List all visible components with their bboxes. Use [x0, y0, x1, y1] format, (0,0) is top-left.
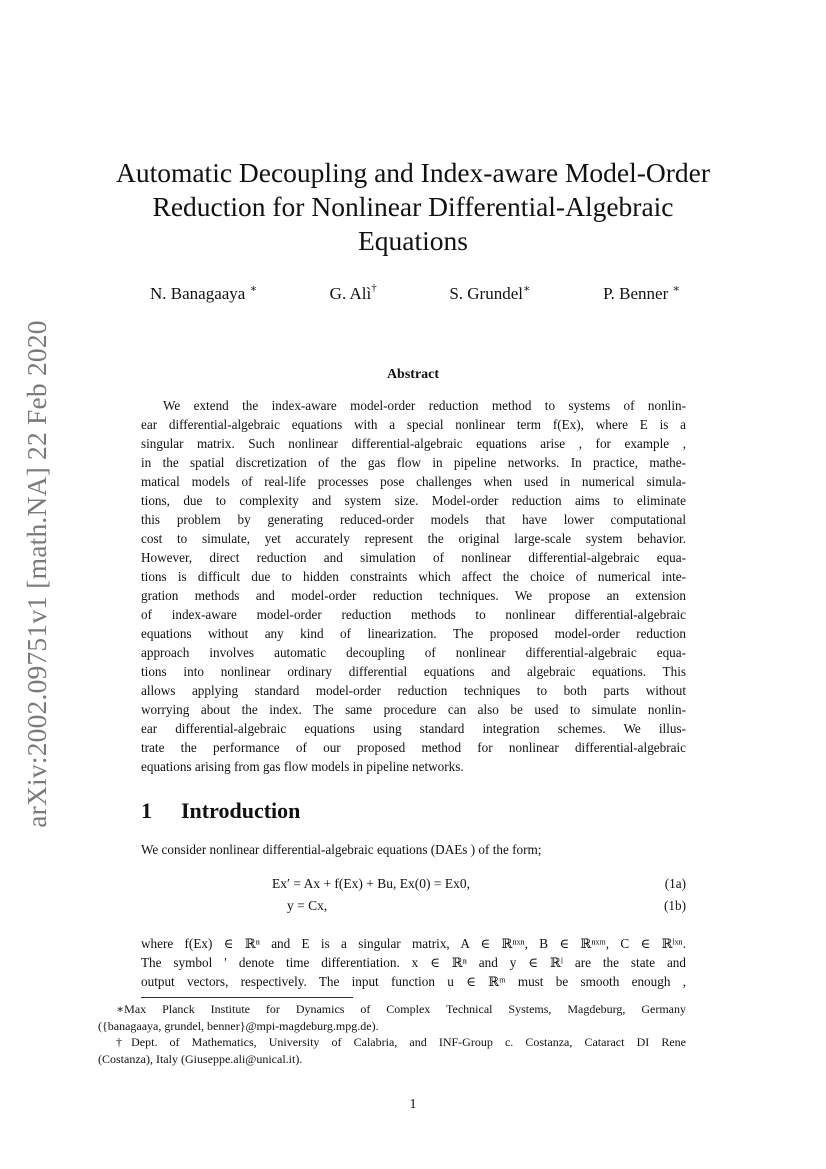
abstract-heading: Abstract — [386, 367, 440, 382]
abstract-line: allows applying standard model-order reduction techniques to both parts without — [141, 683, 686, 698]
body-line: The symbol ′ denote time differentiation. x ∈ ℝⁿ and y ∈ ℝˡ are the state and — [141, 955, 686, 970]
abstract-line: ear differential-algebraic equations with a special nonlinear term f(Ex), where E is a — [141, 417, 686, 432]
abstract-line: singular matrix. Such nonlinear differential-algebraic equations arise , for example , — [141, 436, 686, 451]
equation-1b: y = Cx, — [287, 898, 328, 913]
abstract-line: equations arising from gas flow models in pipeline networks. — [141, 759, 464, 774]
author — [150, 284, 257, 304]
abstract-line: However, direct reduction and simulation of nonlinear differential-algebraic equa- — [141, 550, 686, 565]
abstract-line: cost to simulate, yet accurately represent the original large-scale system behavior. — [141, 531, 686, 546]
abstract-line: matical models of real-life processes pose challenges when used in numerical simula- — [141, 474, 686, 489]
abstract-line: worrying about the index. The same procedure can also be used to simulate nonlin- — [141, 702, 686, 717]
author — [330, 284, 377, 304]
intro-sentence: We consider nonlinear differential-algebraic equations (DAEs ) of the form; — [141, 842, 542, 857]
abstract-line: We extend the index-aware model-order reduction method to systems of nonlin- — [163, 398, 686, 413]
footnotes — [98, 1001, 686, 1067]
footnote-line: ({banagaaya, grundel, benner}@mpi-magdeburg.mpg.de). — [98, 1018, 379, 1033]
title-line: Automatic Decoupling and Index-aware Model-Order — [115, 157, 711, 188]
affiliation-mark: † — [371, 282, 377, 294]
arxiv-identifier — [14, 318, 60, 830]
author-name: S. Grundel — [449, 284, 523, 303]
abstract-line: tions, due to complexity and system size. Model-order reduction aims to eliminate — [141, 493, 686, 508]
author-name: P. Benner — [603, 284, 669, 303]
abstract-body — [141, 396, 686, 776]
equation-label-1b: (1b) — [664, 898, 686, 913]
footnote-rule — [141, 997, 353, 998]
body-line: output vectors, respectively. The input function u ∈ ℝᵐ must be smooth enough , — [141, 974, 686, 989]
abstract-line: in the spatial discretization of the gas flow in pipeline networks. In practice, mathe- — [141, 455, 686, 470]
paper-title — [90, 156, 736, 258]
page-number: 1 — [409, 1097, 417, 1112]
footnote-line: (Costanza), Italy (Giuseppe.ali@unical.it). — [98, 1051, 303, 1066]
footnote-line: †Dept. of Mathematics, University of Calabria, and INF-Group c. Costanza, Cataract DI Rene — [116, 1035, 686, 1049]
section-title: Introduction — [181, 798, 301, 823]
equation-label-1a: (1a) — [664, 876, 686, 891]
body-paragraph — [141, 934, 686, 991]
affiliation-mark: ∗ — [523, 283, 531, 295]
equation-1a: Ex′ = Ax + f(Ex) + Bu, Ex(0) = Ex0, — [272, 876, 471, 891]
title-line: Equations — [358, 225, 468, 256]
body-line: where f(Ex) ∈ ℝⁿ and E is a singular matrix, A ∈ ℝⁿˣⁿ, B ∈ ℝⁿˣᵐ, C ∈ ℝˡˣⁿ. — [141, 936, 686, 951]
abstract-line: approach involves automatic decoupling of nonlinear differential-algebraic equa- — [141, 645, 686, 660]
footnote-line: ∗Max Planck Institute for Dynamics of Complex Technical Systems, Magdeburg, Germany — [116, 1002, 686, 1016]
section-number: 1 — [141, 798, 152, 823]
abstract-line: equations without any kind of linearization. The proposed model-order reduction — [141, 626, 686, 641]
abstract-line: ear differential-algebraic equations using standard integration schemes. We illus- — [141, 721, 686, 736]
abstract-line: of index-aware model-order reduction methods to nonlinear differential-algebraic — [141, 607, 686, 622]
affiliation-mark: ∗ — [249, 283, 258, 295]
author-name: G. Alì — [329, 284, 372, 303]
title-line: Reduction for Nonlinear Differential-Algebraic — [152, 191, 674, 222]
author — [449, 284, 530, 304]
abstract-line: trate the performance of our proposed method for nonlinear differential-algebraic — [141, 740, 686, 755]
author-name: N. Banagaaya — [150, 284, 246, 303]
author-list — [150, 284, 680, 304]
arxiv-identifier-text: arXiv:2002.09751v1 [math.NA] 22 Feb 2020 — [21, 320, 52, 828]
abstract-line: tions into nonlinear ordinary differential equations and algebraic equations. This — [141, 664, 686, 679]
author — [603, 284, 680, 304]
abstract-line: gration methods and model-order reduction techniques. We propose an extension — [141, 588, 686, 603]
abstract-line: tions is difficult due to hidden constraints which affect the choice of numerical inte- — [141, 569, 686, 584]
affiliation-mark: ∗ — [672, 283, 680, 295]
abstract-line: this problem by generating reduced-order models that have lower computational — [141, 512, 686, 527]
